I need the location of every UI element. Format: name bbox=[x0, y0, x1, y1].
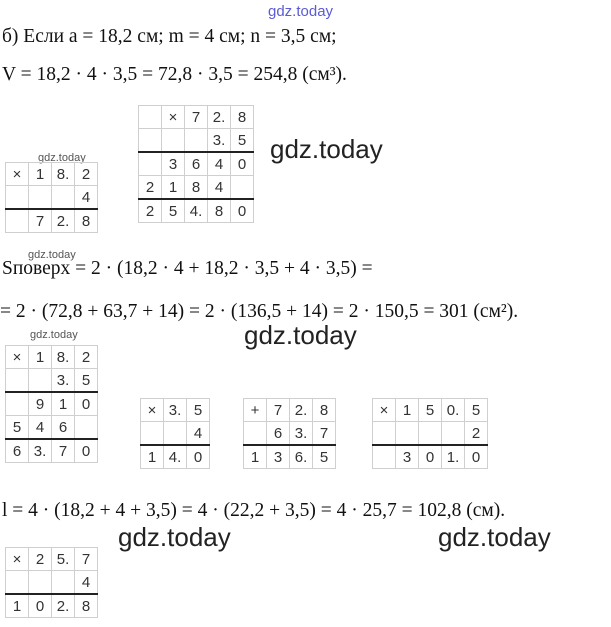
grid-cell: 1 bbox=[29, 163, 52, 186]
grid-cell: 0. bbox=[442, 399, 465, 422]
grid-row bbox=[6, 186, 98, 210]
grid-cell: 3. bbox=[29, 439, 52, 463]
grid-cell: 5 bbox=[75, 369, 98, 393]
grid-cell: 2. bbox=[52, 594, 75, 618]
grid-cell: 2. bbox=[290, 399, 313, 422]
grid-cell: 5 bbox=[419, 399, 442, 422]
grid-cell: 2. bbox=[208, 106, 231, 129]
grid-cell: 4 bbox=[75, 186, 98, 210]
grid-cell: 8 bbox=[75, 209, 98, 233]
grid-cell: 0 bbox=[419, 445, 442, 469]
grid-cell: 2 bbox=[29, 548, 52, 571]
grid-row bbox=[373, 399, 488, 422]
grid-cell: 1. bbox=[442, 445, 465, 469]
grid-row bbox=[139, 106, 254, 129]
grid-cell bbox=[75, 416, 98, 440]
grid-row bbox=[6, 548, 98, 571]
multiplication-72-8-by-3-5 bbox=[138, 105, 254, 223]
grid-cell: 0 bbox=[187, 445, 210, 469]
grid-cell bbox=[141, 422, 164, 446]
grid-row bbox=[244, 422, 336, 446]
grid-cell: 1 bbox=[244, 445, 267, 469]
grid-row bbox=[6, 209, 98, 233]
grid-cell bbox=[6, 392, 29, 416]
grid-cell: 2 bbox=[75, 163, 98, 186]
grid-cell: 6 bbox=[185, 152, 208, 176]
surface-result-line: = 2 · (72,8 + 63,7 + 14) = 2 · (136,5 + 14) = 2 · 150,5 = 301 (см²). bbox=[0, 301, 519, 322]
grid-cell bbox=[52, 186, 75, 210]
grid-cell: 8 bbox=[313, 399, 336, 422]
grid-cell: 5 bbox=[231, 129, 254, 153]
grid-cell bbox=[139, 106, 162, 129]
multiplication-3-5-by-4 bbox=[140, 398, 210, 469]
volume-formula-line: V = 18,2 · 4 · 3,5 = 72,8 · 3,5 = 254,8 (см³). bbox=[2, 64, 347, 85]
grid-cell: 3 bbox=[396, 445, 419, 469]
grid-cell bbox=[231, 176, 254, 200]
grid-cell bbox=[6, 369, 29, 393]
grid-row bbox=[141, 399, 210, 422]
grid-cell: 1 bbox=[29, 346, 52, 369]
given-values-line: б) Если a = 18,2 см; m = 4 см; n = 3,5 см; bbox=[2, 26, 337, 47]
grid-cell: 4. bbox=[164, 445, 187, 469]
grid-cell: 1 bbox=[141, 445, 164, 469]
grid-cell: × bbox=[6, 163, 29, 186]
grid-cell bbox=[52, 571, 75, 595]
watermark-small-3: gdz.today bbox=[30, 329, 78, 341]
grid-cell: 9 bbox=[29, 392, 52, 416]
grid-cell: × bbox=[6, 346, 29, 369]
grid-cell: 6. bbox=[290, 445, 313, 469]
grid-row bbox=[6, 163, 98, 186]
grid-row bbox=[6, 346, 98, 369]
grid-cell: 8. bbox=[52, 346, 75, 369]
grid-cell: 4. bbox=[185, 199, 208, 223]
grid-cell: 5 bbox=[465, 399, 488, 422]
grid-row bbox=[139, 176, 254, 200]
addition-72-8-plus-63-7 bbox=[243, 398, 336, 469]
watermark-1: gdz.today bbox=[270, 134, 383, 164]
grid-cell: 3 bbox=[162, 152, 185, 176]
grid-cell: 3. bbox=[52, 369, 75, 393]
grid-cell: 4 bbox=[75, 571, 98, 595]
watermark-top: gdz.today bbox=[268, 3, 334, 20]
grid-cell bbox=[29, 369, 52, 393]
grid-cell bbox=[162, 129, 185, 153]
grid-cell: 0 bbox=[231, 199, 254, 223]
grid-cell: 5 bbox=[313, 445, 336, 469]
grid-cell bbox=[164, 422, 187, 446]
edge-length-line: l = 4 · (18,2 + 4 + 3,5) = 4 · (22,2 + 3,5) = 4 · 25,7 = 102,8 (см). bbox=[2, 500, 506, 521]
grid-cell: 2 bbox=[465, 422, 488, 446]
grid-cell: 8. bbox=[52, 163, 75, 186]
grid-cell: 4 bbox=[208, 176, 231, 200]
multiplication-150-5-by-2 bbox=[372, 398, 488, 469]
grid-cell: 7 bbox=[313, 422, 336, 446]
grid-cell: × bbox=[6, 548, 29, 571]
watermark-small-2: gdz.today bbox=[28, 249, 76, 261]
grid-cell: 8 bbox=[208, 199, 231, 223]
grid-cell: 7 bbox=[29, 209, 52, 233]
grid-cell: 0 bbox=[29, 594, 52, 618]
grid-row bbox=[244, 445, 336, 469]
grid-cell: 1 bbox=[6, 594, 29, 618]
grid-cell: 4 bbox=[29, 416, 52, 440]
grid-cell: 3. bbox=[164, 399, 187, 422]
grid-row bbox=[141, 422, 210, 446]
grid-row bbox=[6, 594, 98, 618]
grid-cell bbox=[442, 422, 465, 446]
grid-cell: × bbox=[162, 106, 185, 129]
grid-cell: 0 bbox=[75, 439, 98, 463]
grid-cell: 7 bbox=[52, 439, 75, 463]
grid-cell bbox=[185, 129, 208, 153]
grid-cell: 1 bbox=[162, 176, 185, 200]
grid-row bbox=[139, 129, 254, 153]
grid-row bbox=[141, 445, 210, 469]
grid-row bbox=[6, 571, 98, 595]
grid-cell bbox=[29, 571, 52, 595]
watermark-2: gdz.today bbox=[244, 320, 357, 350]
grid-row bbox=[373, 422, 488, 446]
grid-cell: 6 bbox=[52, 416, 75, 440]
grid-row bbox=[6, 369, 98, 393]
grid-row bbox=[6, 392, 98, 416]
multiplication-18-2-by-4 bbox=[5, 162, 98, 233]
multiplication-18-2-by-3-5 bbox=[5, 345, 98, 463]
grid-cell: 0 bbox=[75, 392, 98, 416]
grid-cell: 7 bbox=[75, 548, 98, 571]
grid-cell: 5 bbox=[187, 399, 210, 422]
grid-cell: 0 bbox=[465, 445, 488, 469]
grid-cell bbox=[6, 209, 29, 233]
grid-cell bbox=[139, 152, 162, 176]
grid-cell: 6 bbox=[267, 422, 290, 446]
watermark-3: gdz.today bbox=[118, 522, 231, 552]
grid-cell: 2 bbox=[75, 346, 98, 369]
grid-cell bbox=[373, 422, 396, 446]
grid-cell bbox=[6, 186, 29, 210]
grid-cell: 3 bbox=[267, 445, 290, 469]
watermark-4: gdz.today bbox=[438, 522, 551, 552]
grid-row bbox=[139, 199, 254, 223]
grid-cell: 7 bbox=[267, 399, 290, 422]
watermark-small-1: gdz.today bbox=[38, 152, 86, 164]
grid-cell bbox=[373, 445, 396, 469]
grid-cell: 3. bbox=[290, 422, 313, 446]
grid-cell: 2 bbox=[139, 199, 162, 223]
grid-cell: + bbox=[244, 399, 267, 422]
grid-row bbox=[6, 416, 98, 440]
grid-cell bbox=[244, 422, 267, 446]
grid-cell: 3. bbox=[208, 129, 231, 153]
grid-cell: × bbox=[373, 399, 396, 422]
grid-cell bbox=[419, 422, 442, 446]
grid-cell: 0 bbox=[231, 152, 254, 176]
multiplication-25-7-by-4 bbox=[5, 547, 98, 618]
grid-cell: 2. bbox=[52, 209, 75, 233]
grid-row bbox=[139, 152, 254, 176]
grid-row bbox=[6, 439, 98, 463]
grid-cell: 1 bbox=[52, 392, 75, 416]
grid-cell bbox=[29, 186, 52, 210]
grid-cell: 6 bbox=[6, 439, 29, 463]
surface-formula-line: Sповерх = 2 · (18,2 · 4 + 18,2 · 3,5 + 4 · 3,5) = bbox=[2, 258, 373, 279]
grid-cell: 5 bbox=[6, 416, 29, 440]
grid-cell: 4 bbox=[187, 422, 210, 446]
grid-cell bbox=[139, 129, 162, 153]
grid-cell: 5. bbox=[52, 548, 75, 571]
grid-cell: 8 bbox=[75, 594, 98, 618]
grid-cell: 8 bbox=[185, 176, 208, 200]
grid-cell bbox=[396, 422, 419, 446]
grid-row bbox=[373, 445, 488, 469]
grid-row bbox=[244, 399, 336, 422]
grid-cell: × bbox=[141, 399, 164, 422]
grid-cell: 5 bbox=[162, 199, 185, 223]
grid-cell bbox=[6, 571, 29, 595]
grid-cell: 2 bbox=[139, 176, 162, 200]
grid-cell: 1 bbox=[396, 399, 419, 422]
grid-cell: 8 bbox=[231, 106, 254, 129]
grid-cell: 4 bbox=[208, 152, 231, 176]
grid-cell: 7 bbox=[185, 106, 208, 129]
